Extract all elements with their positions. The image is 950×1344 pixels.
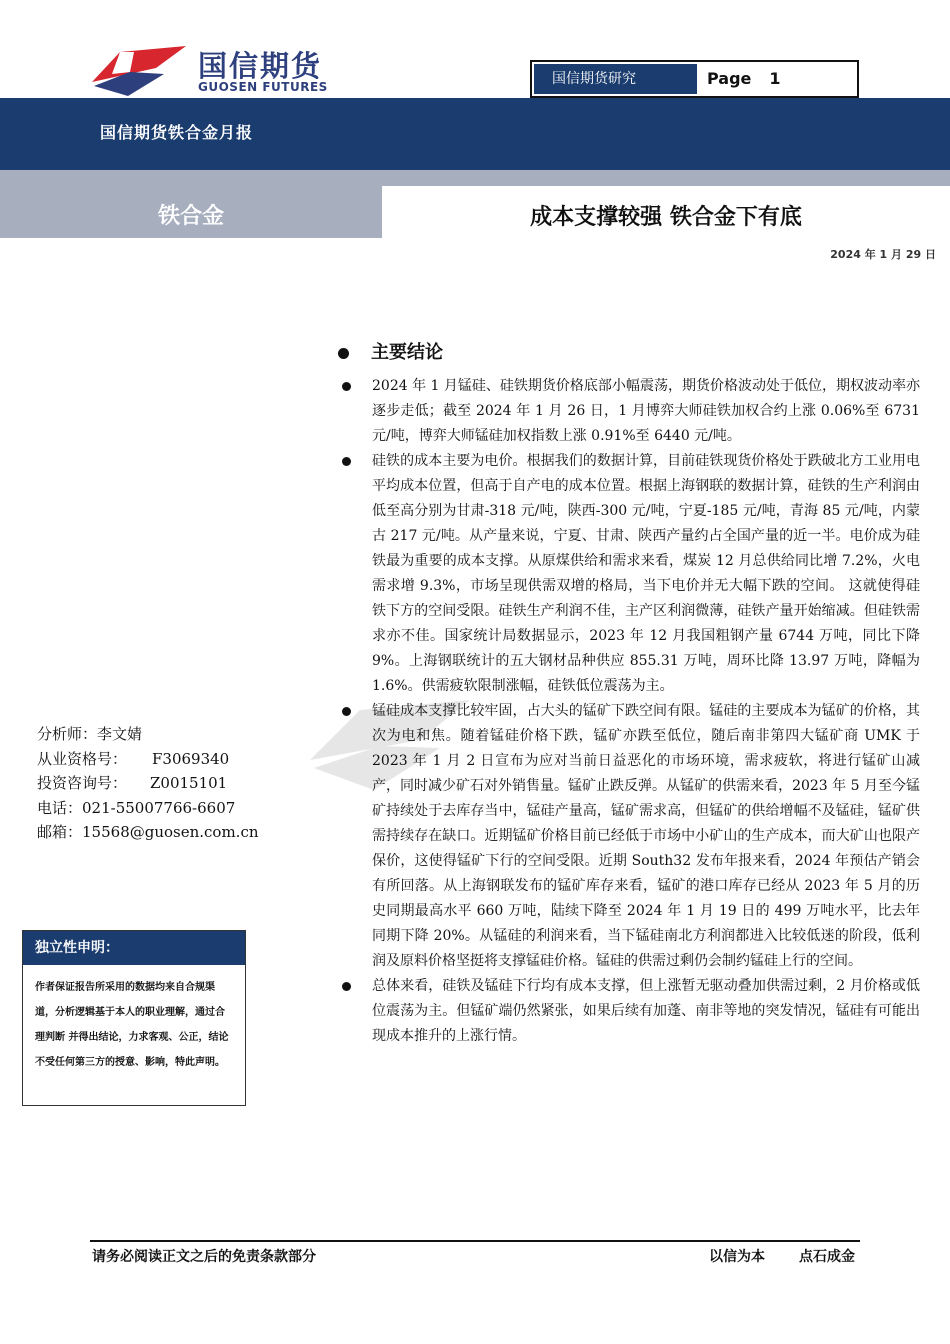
cert-number: F3069340 xyxy=(152,749,230,768)
cert-label: 从业资格号： xyxy=(37,749,128,768)
conclusion-list xyxy=(340,374,920,1049)
bullet-icon xyxy=(342,707,351,716)
report-title: 成本支撑较强 铁合金下有底 xyxy=(530,204,802,230)
declaration-body: 作者保证报告所采用的数据均来自合规渠道，分析逻辑基于本人的职业理解，通过合理判断 并得出结论，力求客观、公正，结论不受任何第三方的授意、影响，特此声明。 xyxy=(35,982,229,1068)
list-item xyxy=(340,374,920,449)
bullet-text: 2024 年 1 月锰硅、硅铁期货价格底部小幅震荡，期货价格波动处于低位，期权波动率亦逐步走低；截至 2024 年 1 月 26 日，1 月博弈大师硅铁加权合约上涨 0.06%至 6731 元/吨，博弈大师锰硅加权指数上涨 0.91%至 6440 元/吨。 xyxy=(372,378,920,444)
page-number: 1 xyxy=(769,69,781,88)
heading-bullet-icon xyxy=(338,348,349,359)
report-category: 铁合金 xyxy=(157,203,224,229)
footer-divider xyxy=(90,1240,860,1242)
footer-motto-2: 点石成金 xyxy=(799,1249,855,1265)
bullet-text: 锰硅成本支撑比较牢固，占大头的锰矿下跌空间有限。锰硅的主要成本为锰矿的价格，其次为电和焦。随着锰硅价格下跌，锰矿亦跌至低位，随后南非第四大锰矿商 UMK 于 2023 年 1 月 2 日宣布为应对当前日益恶化的市场环境，需求疲软，将进行锰矿山减产，同时减少矿石对外销售量。锰矿止跌反弹。从锰矿的供需来看，2023 年 5 月至今锰矿持续处于去库存当中，锰硅产量高，锰矿需求高，但锰矿的供给增幅不及锰硅，锰矿供需持续存在缺口。近期锰矿价格目前已经低于市场中小矿山的生产成本，而大矿山也限产保价，这使得锰矿下行的空间受限。近期 South32 发布年报来看，2024 年预估产销会有所回落。从上海钢联发布的锰矿库存来看，锰矿的港口库存已经从 2023 年 5 月的历史同期最高水平 660 万吨，陆续下降至 2024 年 1 月 19 日的 499 万吨水平，比去年同期下降 20%。从锰硅的利润来看，当下锰硅南北方利润都进入比较低迷的阶段，低利润及原料价格坚挺将支撑锰硅价格。锰硅的供需过剩仍会制约锰硅上行的空间。 xyxy=(372,703,920,969)
report-series: 国信期货铁合金月报 xyxy=(100,123,254,142)
footer-motto-1: 以信为本 xyxy=(709,1249,765,1265)
company-logo xyxy=(90,38,340,98)
page-indicator xyxy=(707,64,781,94)
analyst-name: 李文婧 xyxy=(97,725,143,743)
list-item xyxy=(340,699,920,974)
phone-label: 电话： xyxy=(37,798,83,817)
analyst-info xyxy=(37,722,259,845)
research-tag: 国信期货研究 xyxy=(534,64,697,94)
guosen-logo-icon xyxy=(90,38,190,98)
footer-disclaimer: 请务必阅读正文之后的免责条款部分 xyxy=(92,1249,316,1265)
list-item xyxy=(340,449,920,699)
report-date: 2024 年 1 月 29 日 xyxy=(830,248,936,261)
main-heading xyxy=(338,338,443,364)
brand-name-cn: 国信期货 xyxy=(198,49,323,83)
page-label: Page xyxy=(707,69,752,88)
advisory-number: Z0015101 xyxy=(150,774,228,792)
declaration-title: 独立性申明： xyxy=(23,931,245,965)
phone-number: 021-55007766-6607 xyxy=(82,798,236,817)
bullet-text: 硅铁的成本主要为电价。根据我们的数据计算，目前硅铁现货价格处于跌破北方工业用电平均成本位置，但高于自产电的成本位置。根据上海钢联的数据计算，硅铁的生产利润由低至高分别为甘肃-318 元/吨，陕西-300 元/吨，宁夏-185 元/吨，青海 85 元/吨，内蒙古 217 元/吨。从产量来说，宁夏、甘肃、陕西产量约占全国产量的近一半。电价成为硅铁最为重要的成本支撑。从原煤供给和需求来看，煤炭 12 月总供给同比增 7.2%，火电需求增 9.3%，市场呈现供需双增的格局，当下电价并无大幅下跌的空间。 这就使得硅铁下方的空间受限。硅铁生产利润不佳，主产区利润微薄，硅铁产量开始缩减。但硅铁需求亦不佳。国家统计局数据显示，2023 年 12 月我国粗钢产量 6744 万吨，同比下降 9%。上海钢联统计的五大钢材品种供应 855.31 万吨，周环比降 13.97 万吨，降幅为 1.6%。供需疲软限制涨幅，硅铁低位震荡为主。 xyxy=(372,453,920,694)
list-item xyxy=(340,974,920,1049)
bullet-icon xyxy=(342,457,351,466)
email-label: 邮箱： xyxy=(37,823,83,841)
header-band xyxy=(0,98,950,170)
title-box xyxy=(382,186,950,238)
advisory-label: 投资咨询号： xyxy=(37,774,128,792)
analyst-name-label: 分析师： xyxy=(37,725,98,743)
brand-name-en: GUOSEN FUTURES xyxy=(198,80,328,94)
footer-motto xyxy=(709,1246,855,1266)
email-address[interactable]: 15568@guosen.com.cn xyxy=(82,823,259,841)
bullet-icon xyxy=(342,982,351,991)
bullet-text: 总体来看，硅铁及锰硅下行均有成本支撑，但上涨暂无驱动叠加供需过剩，2 月价格或低位震荡为主。但锰矿端仍然紧张，如果后续有加蓬、南非等地的突发情况，锰硅有可能出现成本推升的上涨行情。 xyxy=(372,978,920,1044)
research-tag-box xyxy=(530,60,859,98)
independence-declaration xyxy=(22,930,246,1106)
main-heading-text: 主要结论 xyxy=(371,342,443,363)
bullet-icon xyxy=(342,382,351,391)
